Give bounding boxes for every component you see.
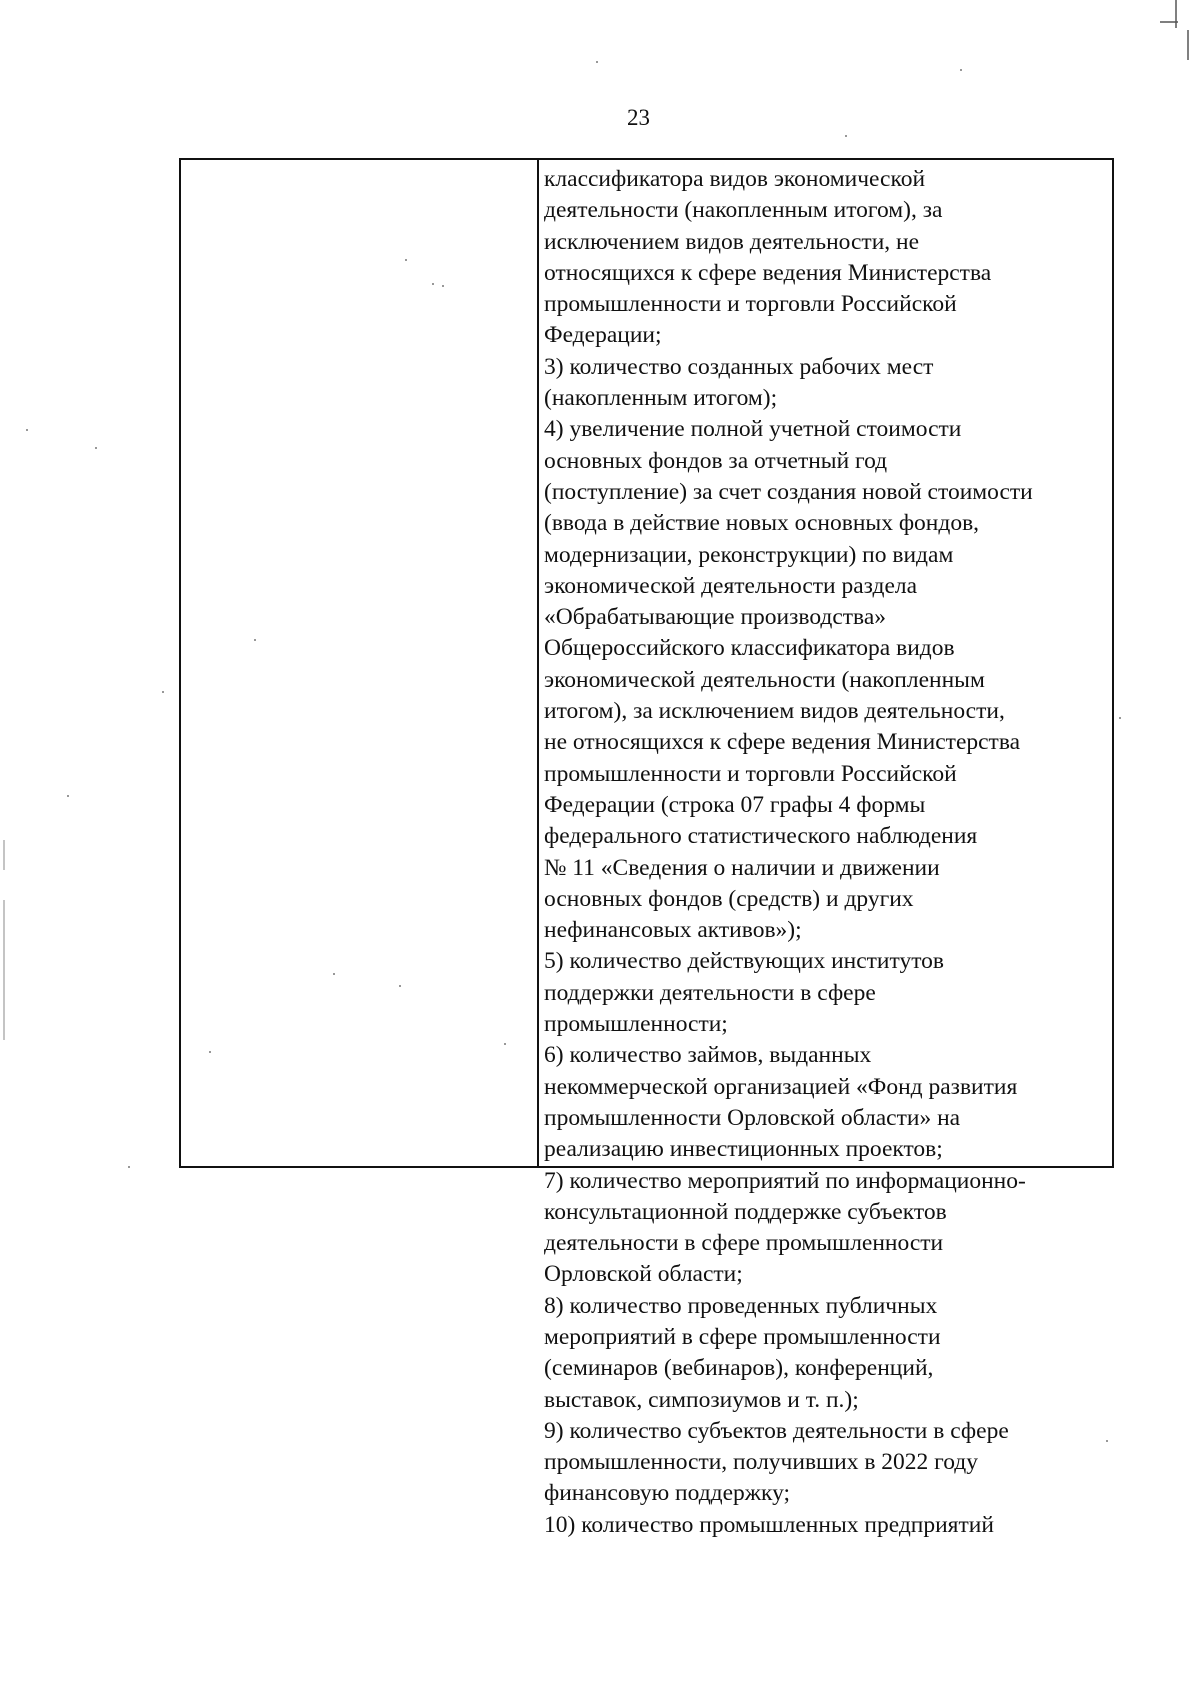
- text-line: промышленности, получивших в 2022 году: [544, 1449, 979, 1476]
- text-line: экономической деятельности (накопленным: [544, 666, 985, 693]
- table-left-cell: [181, 160, 537, 1166]
- text-line: деятельности в сфере промышленности: [544, 1230, 944, 1257]
- text-line: № 11 «Сведения о наличии и движении: [544, 854, 940, 881]
- text-line: некоммерческой организацией «Фонд развития: [544, 1073, 1018, 1100]
- text-line: (семинаров (вебинаров), конференций,: [544, 1355, 934, 1382]
- text-line: не относящихся к сфере ведения Министерства: [544, 729, 1021, 756]
- text-line: 3) количество созданных рабочих мест: [544, 353, 934, 380]
- text-line: (поступление) за счет создания новой стоимости: [544, 478, 1033, 505]
- text-line: (накопленным итогом);: [544, 385, 778, 412]
- text-line: основных фондов (средств) и других: [544, 885, 914, 912]
- text-line: реализацию инвестиционных проектов;: [544, 1136, 943, 1163]
- text-line: (ввода в действие новых основных фондов,: [544, 510, 980, 537]
- text-line: исключением видов деятельности, не: [544, 228, 920, 255]
- text-line: промышленности Орловской области» на: [544, 1104, 961, 1131]
- text-line: поддержки деятельности в сфере: [544, 979, 876, 1006]
- text-line: 9) количество субъектов деятельности в сфере: [544, 1417, 1009, 1444]
- text-line: нефинансовых активов»);: [544, 917, 802, 944]
- text-line: консультационной поддержке субъектов: [544, 1198, 947, 1225]
- text-line: относящихся к сфере ведения Министерства: [544, 259, 992, 286]
- text-line: мероприятий в сфере промышленности: [544, 1323, 941, 1350]
- text-line: промышленности и торговли Российской: [544, 760, 957, 787]
- text-line: финансовую поддержку;: [544, 1480, 791, 1507]
- text-line: 7) количество мероприятий по информационно-: [544, 1167, 1026, 1194]
- text-line: 10) количество промышленных предприятий: [544, 1511, 994, 1538]
- text-line: экономической деятельности раздела: [544, 572, 918, 599]
- text-line: 8) количество проведенных публичных: [544, 1292, 938, 1319]
- document-table: [179, 158, 1114, 1538]
- page-number: 23: [627, 105, 650, 130]
- text-line: деятельности (накопленным итогом), за: [544, 197, 943, 224]
- text-line: классификатора видов экономической: [544, 166, 926, 192]
- column-divider: [537, 160, 539, 1166]
- text-line: «Обрабатывающие производства»: [544, 604, 887, 631]
- text-line: основных фондов за отчетный год: [544, 447, 888, 474]
- text-line: Федерации (строка 07 графы 4 формы: [544, 791, 926, 818]
- text-line: модернизации, реконструкции) по видам: [544, 541, 954, 568]
- text-line: 4) увеличение полной учетной стоимости: [544, 416, 962, 443]
- text-line: Орловской области;: [544, 1261, 743, 1288]
- table-right-cell: [544, 164, 1108, 1538]
- text-line: промышленности;: [544, 1011, 728, 1038]
- text-line: итогом), за исключением видов деятельности,: [544, 698, 1005, 725]
- text-line: федерального статистического наблюдения: [544, 823, 978, 850]
- text-line: Общероссийского классификатора видов: [544, 635, 955, 662]
- text-line: выставок, симпозиумов и т. п.);: [544, 1386, 859, 1413]
- text-line: 6) количество займов, выданных: [544, 1042, 872, 1069]
- text-line: промышленности и торговли Российской: [544, 291, 957, 318]
- text-line: Федерации;: [544, 322, 662, 349]
- text-line: 5) количество действующих институтов: [544, 948, 945, 975]
